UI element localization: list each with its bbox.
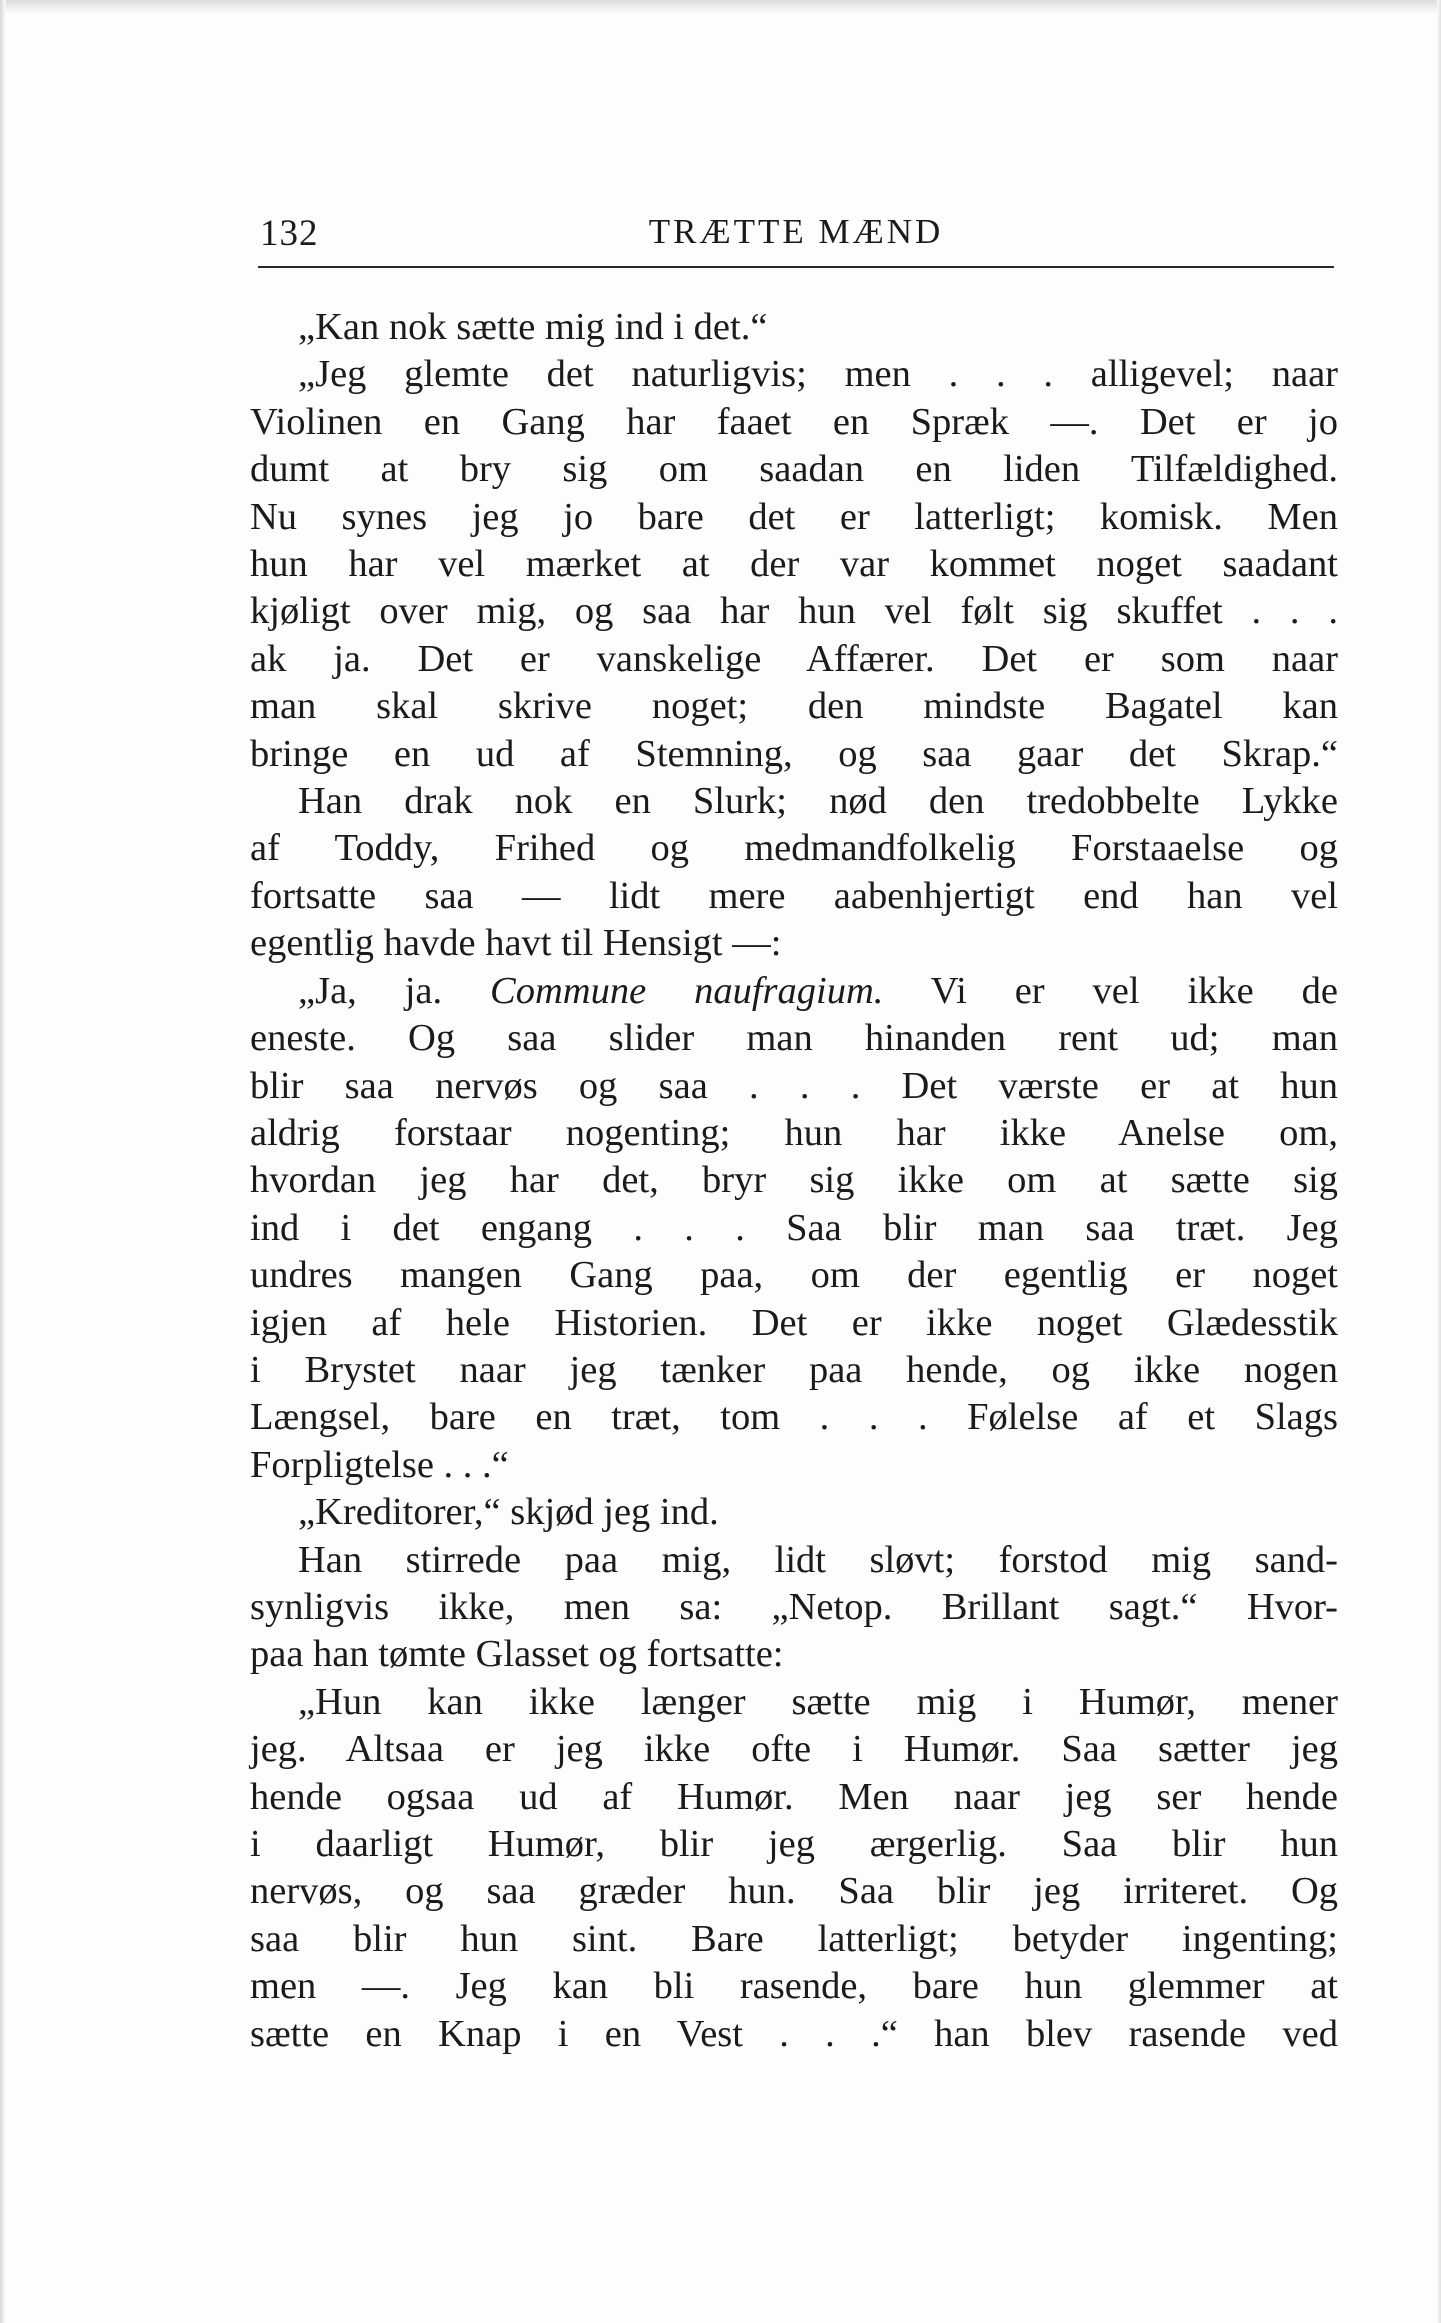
page-edge-top [0,0,1441,14]
text-line: fortsatte saa — lidt mere aabenhjertigt end han vel [250,874,1338,917]
text-line: blir saa nervøs og saa . . . Det værste er at hun [250,1064,1338,1107]
text-line: bringe en ud af Stemning, og saa gaar det Skrap.“ [250,732,1338,775]
text-line: „Hun kan ikke længer sætte mig i Humør, mener [298,1680,1338,1723]
header-rule [258,266,1334,268]
body-text [250,304,1338,2058]
text-line: i Brystet naar jeg tænker paa hende, og ikke nogen [250,1348,1338,1391]
text-line: saa blir hun sint. Bare latterligt; betyder ingenting; [250,1917,1338,1960]
text-line [250,968,1338,1015]
text-line: „Kan nok sætte mig ind i det.“ [298,306,768,348]
page-header [258,208,1334,264]
text-line: i daarligt Humør, blir jeg ærgerlig. Saa blir hun [250,1823,1338,1865]
text-line: egentlig havde havt til Hensigt —: [250,922,782,965]
running-head: TRÆTTE MÆND [648,212,944,251]
text-line: kjøligt over mig, og saa har hun vel følt sig skuffet . . . [250,590,1338,633]
text-line: hvordan jeg har det, bryr sig ikke om at sætte sig [250,1159,1338,1202]
text-line: Længsel, bare en træt, tom . . . Følelse af et Slags [250,1396,1338,1439]
text-line: „Kreditorer,“ skjød jeg ind. [298,1491,719,1534]
text-line: hende ogsaa ud af Humør. Men naar jeg ser hende [250,1775,1338,1818]
text-segment: „Ja, ja. [298,969,491,1012]
page-edge-left [0,0,6,2323]
text-line: men —. Jeg kan bli rasende, bare hun glemmer at [250,1965,1338,2008]
text-line: af Toddy, Frihed og medmandfolkelig Forstaaelse og [250,827,1338,870]
text-line: sætte en Knap i en Vest . . .“ han blev rasende ved [250,2012,1338,2055]
text-line: igjen af hele Historien. Det er ikke noget Glædesstik [250,1301,1338,1344]
text-line: hun har vel mærket at der var kommet noget saadant [250,543,1338,586]
text-line: paa han tømte Glasset og fortsatte: [250,1633,784,1676]
text-line: eneste. Og saa slider man hinanden rent ud; man [250,1017,1338,1060]
text-line: Han stirrede paa mig, lidt sløvt; forstod mig sand- [298,1538,1338,1581]
text-line: ak ja. Det er vanskelige Affærer. Det er som naar [250,637,1338,680]
text-line: Forpligtelse . . .“ [250,1443,509,1486]
text-line: man skal skrive noget; den mindste Bagatel kan [250,685,1338,728]
text-line: Nu synes jeg jo bare det er latterligt; komisk. Men [250,495,1338,538]
text-line: synligvis ikke, men sa: „Netop. Brillant sagt.“ Hvor- [250,1585,1338,1628]
text-line: aldrig forstaar nogenting; hun har ikke Anelse om, [250,1111,1338,1154]
text-line: „Jeg glemte det naturligvis; men . . . alligevel; naar [298,353,1338,396]
text-line: nervøs, og saa græder hun. Saa blir jeg irriteret. Og [250,1870,1338,1913]
text-line: undres mangen Gang paa, om der egentlig er noget [250,1254,1338,1297]
text-line: dumt at bry sig om saadan en liden Tilfældighed. [250,448,1338,491]
page-number: 132 [260,213,319,254]
page-edge-right [1437,0,1441,2323]
text-line: Violinen en Gang har faaet en Spræk —. Det er jo [250,400,1338,443]
text-line: jeg. Altsaa er jeg ikke ofte i Humør. Saa sætter jeg [250,1728,1338,1771]
italic-phrase: Commune naufragium. [490,969,884,1012]
text-line: Han drak nok en Slurk; nød den tredobbelte Lykke [298,780,1338,823]
text-line: ind i det engang . . . Saa blir man saa træt. Jeg [250,1206,1338,1249]
text-segment: Vi er vel ikke de [883,969,1338,1012]
